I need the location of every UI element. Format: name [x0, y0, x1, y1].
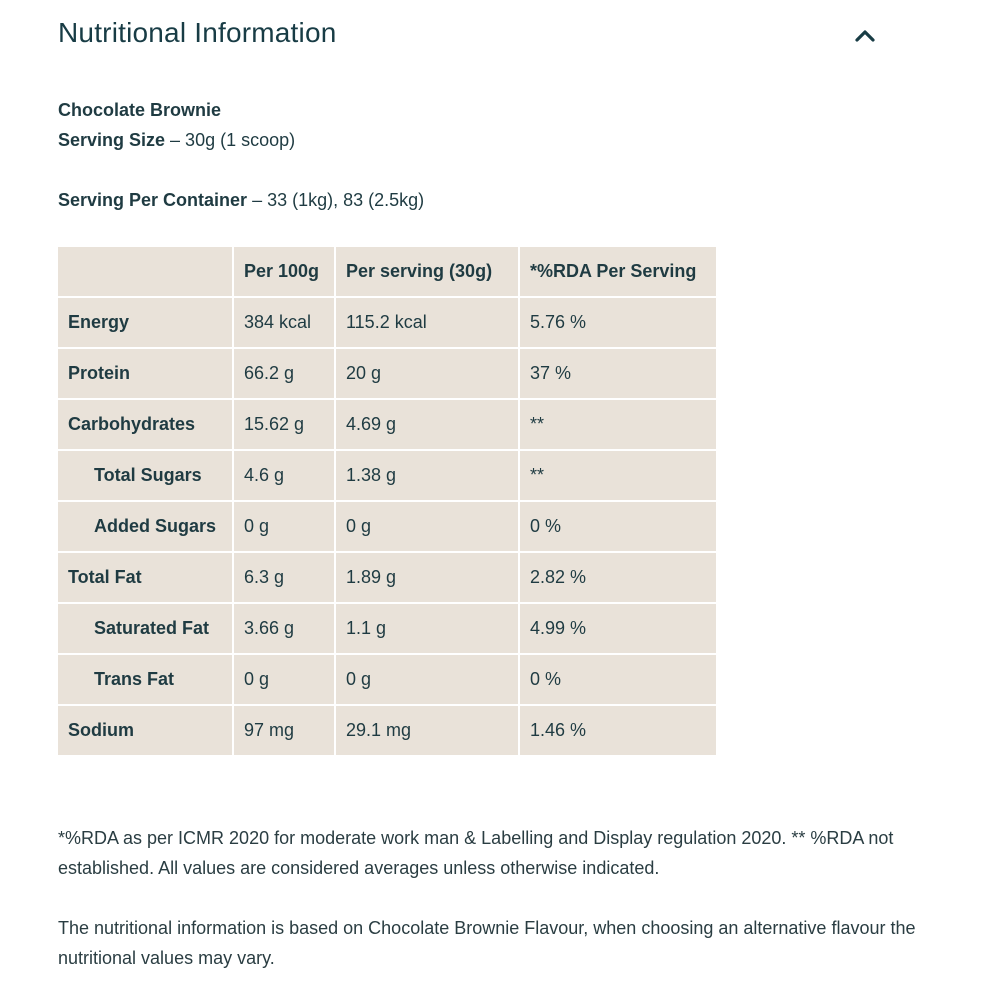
column-header-per-serving: Per serving (30g)	[336, 247, 520, 298]
per-100g-value: 66.2 g	[234, 349, 336, 400]
table-row	[58, 706, 716, 755]
chevron-up-icon	[854, 28, 876, 42]
table-row	[58, 655, 716, 706]
table-row	[58, 451, 716, 502]
rda-value: **	[520, 400, 716, 451]
per-serving-value: 0 g	[336, 655, 520, 706]
rda-value: 5.76 %	[520, 298, 716, 349]
rda-value: **	[520, 451, 716, 502]
per-serving-value: 115.2 kcal	[336, 298, 520, 349]
per-100g-value: 15.62 g	[234, 400, 336, 451]
flavour-footnote: The nutritional information is based on Chocolate Brownie Flavour, when choosing an alternative flavour the nutritional values may vary.	[58, 918, 916, 968]
per-serving-value: 1.1 g	[336, 604, 520, 655]
nutrient-label: Energy	[58, 298, 234, 349]
nutrient-label: Sodium	[58, 706, 234, 755]
section-title: Nutritional Information	[58, 17, 337, 48]
per-100g-value: 0 g	[234, 502, 336, 553]
nutrition-table	[58, 247, 716, 755]
column-header-nutrient	[58, 247, 234, 298]
rda-value: 0 %	[520, 502, 716, 553]
per-100g-value: 4.6 g	[234, 451, 336, 502]
table-row	[58, 298, 716, 349]
per-serving-value: 20 g	[336, 349, 520, 400]
per-serving-value: 4.69 g	[336, 400, 520, 451]
servings-per-container-label: Serving Per Container	[58, 190, 248, 210]
serving-size-value: – 30g (1 scoop)	[165, 130, 296, 150]
per-serving-value: 29.1 mg	[336, 706, 520, 755]
rda-value: 1.46 %	[530, 720, 587, 740]
rda-value: 0 %	[520, 655, 716, 706]
collapse-toggle-button[interactable]	[848, 20, 882, 50]
per-serving-value: 1.89 g	[336, 553, 520, 604]
rda-value: 2.82 %	[520, 553, 716, 604]
nutrient-label: Carbohydrates	[58, 400, 234, 451]
per-serving-value: 0 g	[336, 502, 520, 553]
column-header-per-100g: Per 100g	[234, 247, 336, 298]
servings-per-container	[58, 190, 424, 211]
product-name: Chocolate Brownie	[58, 100, 222, 120]
nutrient-label: Saturated Fat	[58, 604, 234, 655]
nutrient-label: Total Sugars	[58, 451, 234, 502]
rda-footnote: *%RDA as per ICMR 2020 for moderate work man & Labelling and Display regulation 2020. ** %RDA not established. All values are considered averages unless otherwise indicated.	[58, 828, 894, 878]
table-row	[58, 400, 716, 451]
per-100g-value: 6.3 g	[234, 553, 336, 604]
table-row	[58, 349, 716, 400]
nutrient-label: Total Fat	[58, 553, 234, 604]
serving-size	[58, 130, 295, 151]
per-serving-value: 1.38 g	[336, 451, 520, 502]
column-header-rda: *%RDA Per Serving	[520, 247, 716, 298]
per-100g-value: 384 kcal	[234, 298, 336, 349]
table-header-row	[58, 247, 716, 298]
table-row	[58, 553, 716, 604]
nutrient-label: Trans Fat	[58, 655, 234, 706]
rda-value: 4.99 %	[520, 604, 716, 655]
rda-value: 37 %	[520, 349, 716, 400]
nutrient-label: Protein	[58, 349, 234, 400]
nutrient-label: Added Sugars	[58, 502, 234, 553]
table-row	[58, 502, 716, 553]
serving-size-label: Serving Size	[58, 130, 166, 150]
per-100g-value: 97 mg	[234, 706, 336, 755]
per-100g-value: 0 g	[234, 655, 336, 706]
servings-per-container-value: – 33 (1kg), 83 (2.5kg)	[247, 190, 425, 210]
per-100g-value: 3.66 g	[234, 604, 336, 655]
table-row	[58, 604, 716, 655]
